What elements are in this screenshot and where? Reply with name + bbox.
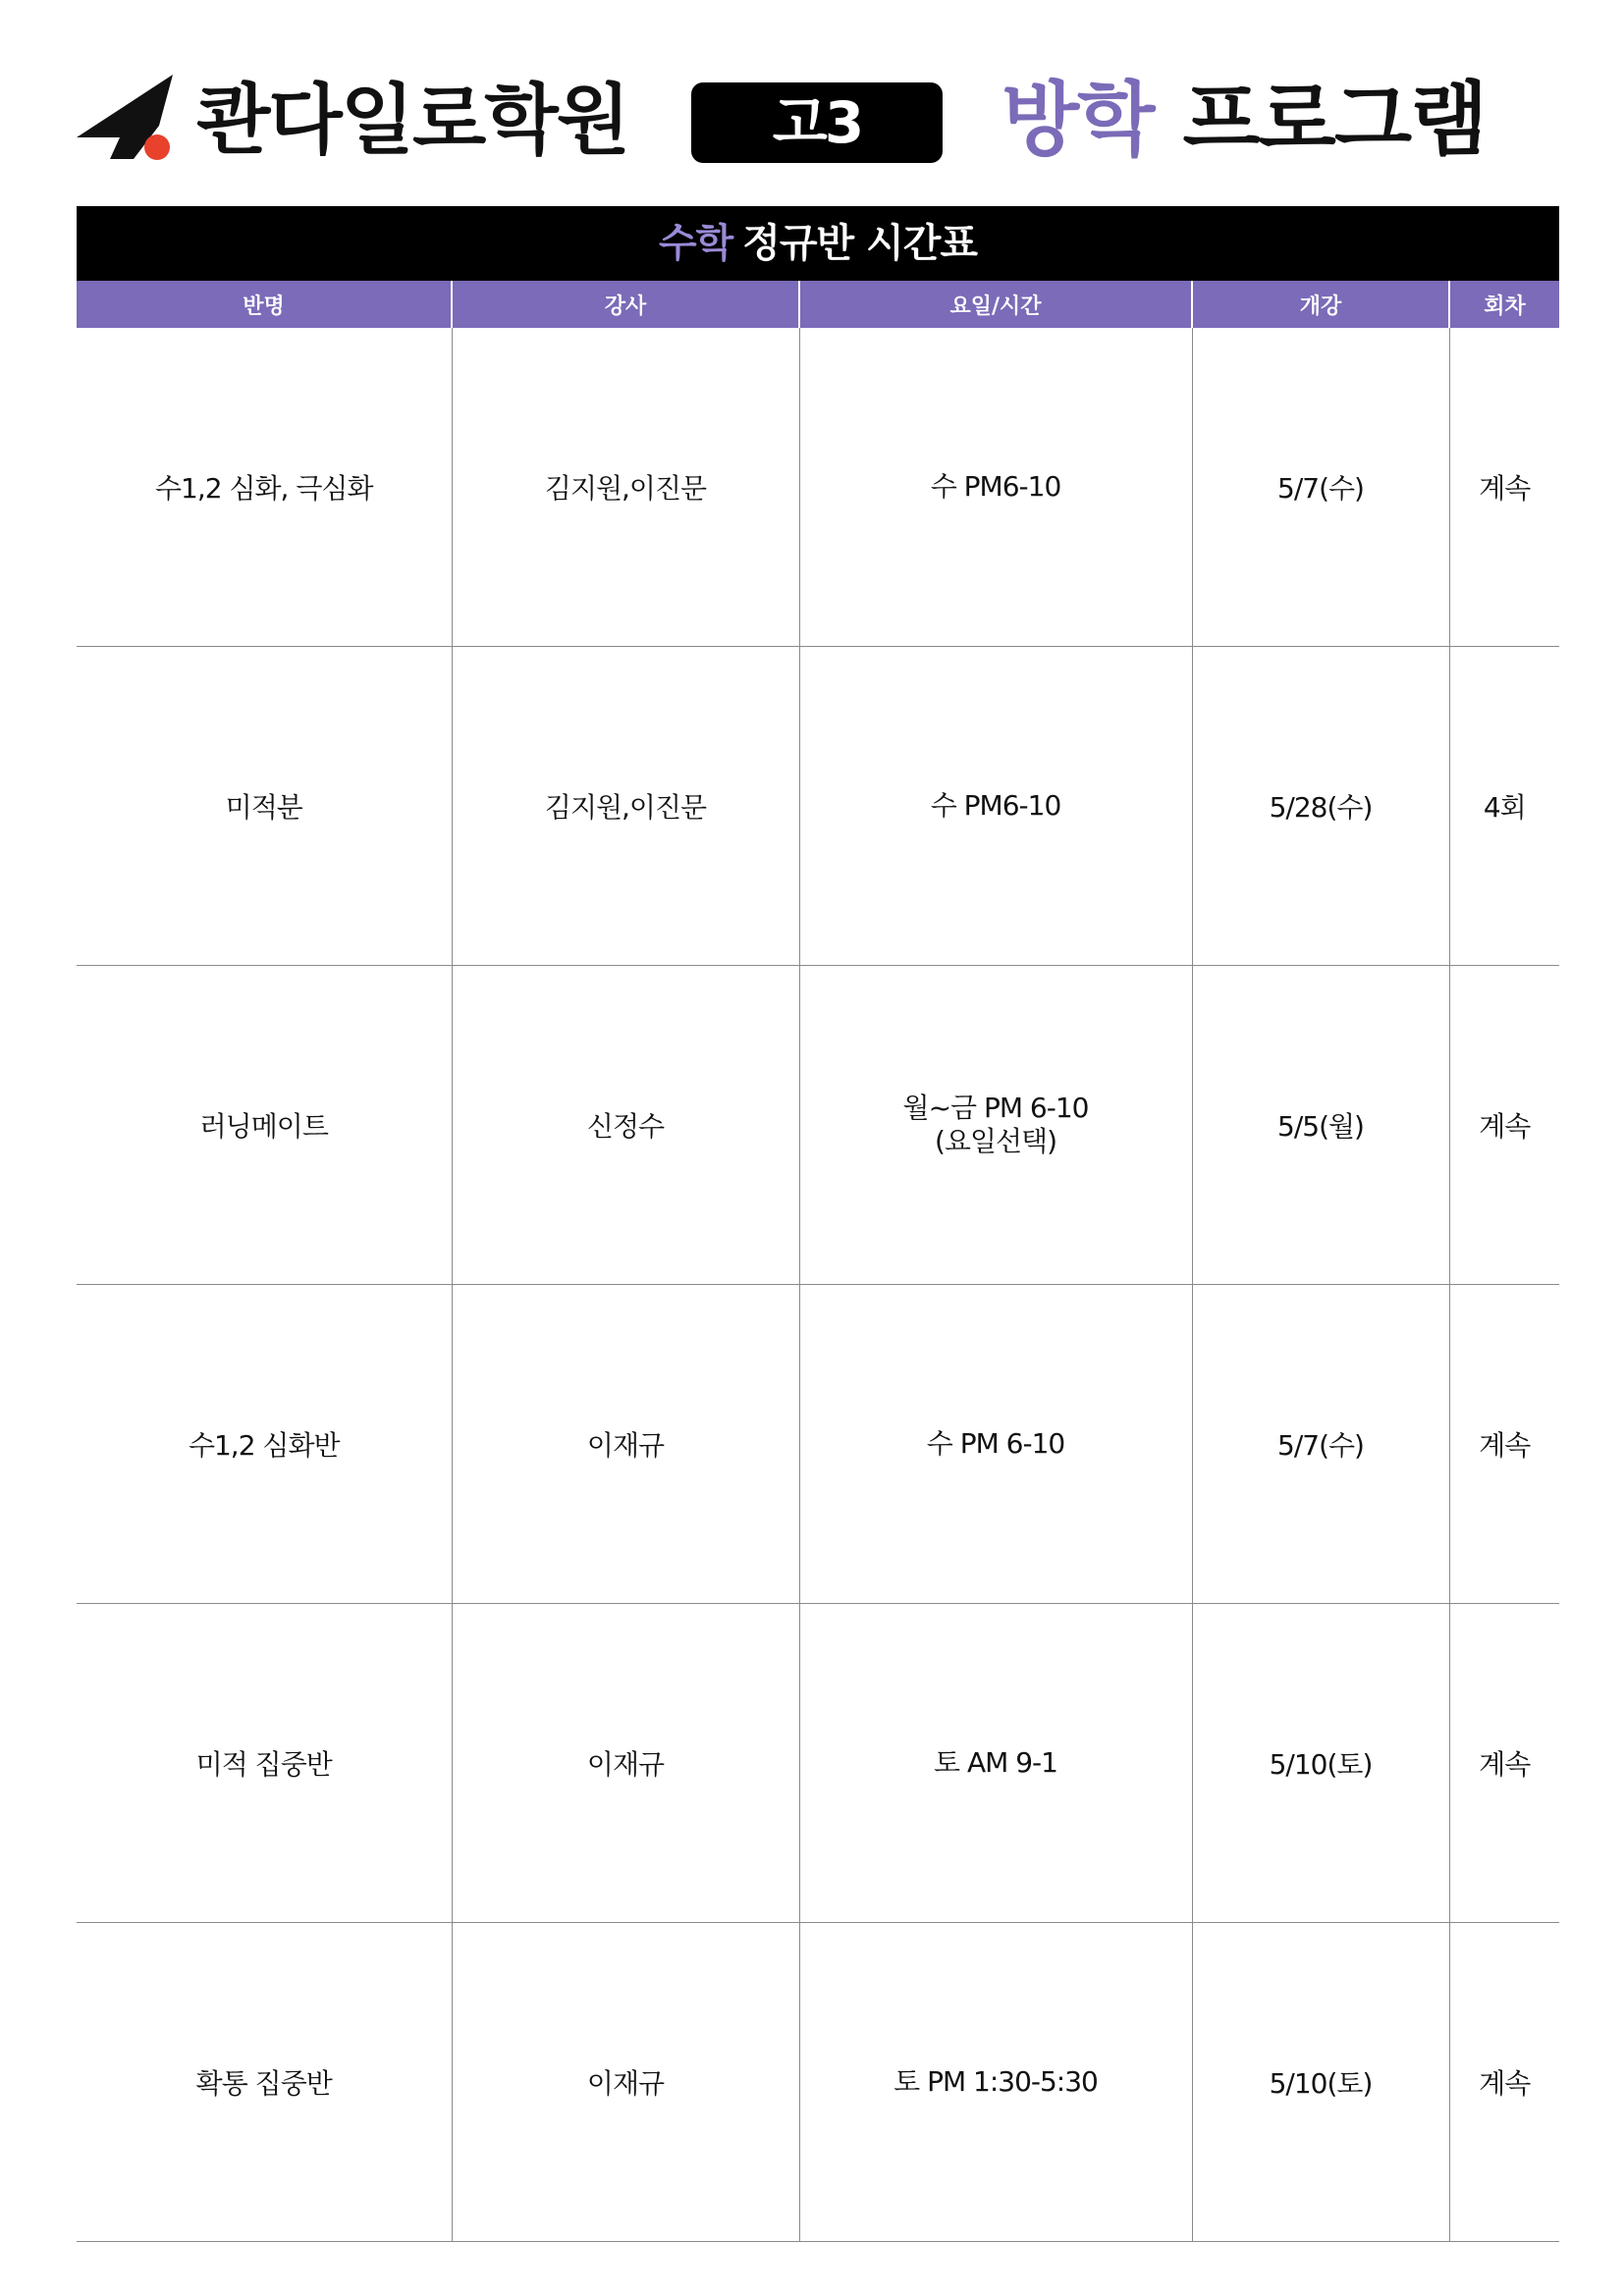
schedule-cell [799, 1285, 1192, 1604]
program-title-rest: 프로그램 [1182, 74, 1487, 167]
logo-icon [77, 75, 175, 163]
table-row [77, 1285, 1559, 1604]
schedule-line: 토 PM 1:30-5:30 [893, 2065, 1098, 2098]
start-date-cell: 5/28(수) [1192, 647, 1449, 966]
schedule-cell [799, 647, 1192, 966]
class-name-cell: 미적분 [77, 647, 452, 966]
timetable [77, 206, 1559, 2242]
sessions-cell: 계속 [1449, 966, 1559, 1285]
program-title [1001, 74, 1487, 167]
table-row [77, 1923, 1559, 2242]
column-header-class: 반명 [77, 281, 452, 328]
timetable-title [77, 206, 1559, 281]
teacher-cell: 이재규 [452, 1604, 799, 1923]
schedule-cell [799, 1604, 1192, 1923]
sessions-cell: 계속 [1449, 328, 1559, 647]
grade-badge: 고3 [691, 82, 943, 163]
schedule-cell [799, 1923, 1192, 2242]
class-name-cell: 러닝메이트 [77, 966, 452, 1285]
column-header-sessions: 회차 [1449, 281, 1559, 328]
schedule-line: 수 PM6-10 [930, 789, 1061, 822]
schedule-note: (요일선택) [934, 1125, 1057, 1157]
teacher-cell: 이재규 [452, 1285, 799, 1604]
sessions-cell: 4회 [1449, 647, 1559, 966]
class-name-cell: 수1,2 심화반 [77, 1285, 452, 1604]
sessions-cell: 계속 [1449, 1923, 1559, 2242]
brand-name: 콴다일로학원 [196, 77, 629, 165]
sessions-cell: 계속 [1449, 1604, 1559, 1923]
start-date-cell: 5/7(수) [1192, 1285, 1449, 1604]
start-date-cell: 5/10(토) [1192, 1604, 1449, 1923]
schedule-line: 월~금 PM 6-10 [902, 1092, 1089, 1124]
column-header-start: 개강 [1192, 281, 1449, 328]
teacher-cell: 김지원,이진문 [452, 647, 799, 966]
schedule-table [77, 281, 1559, 2242]
table-row [77, 1604, 1559, 1923]
table-row [77, 647, 1559, 966]
table-row [77, 966, 1559, 1285]
class-name-cell: 미적 집중반 [77, 1604, 452, 1923]
schedule-line: 수 PM 6-10 [926, 1427, 1065, 1460]
column-header-teacher: 강사 [452, 281, 799, 328]
schedule-line: 토 AM 9-1 [934, 1746, 1057, 1779]
table-row [77, 328, 1559, 647]
teacher-cell: 신정수 [452, 966, 799, 1285]
schedule-cell [799, 966, 1192, 1285]
sessions-cell: 계속 [1449, 1285, 1559, 1604]
page-header [77, 71, 1559, 179]
teacher-cell: 이재규 [452, 1923, 799, 2242]
table-header-row [77, 281, 1559, 328]
start-date-cell: 5/5(월) [1192, 966, 1449, 1285]
class-name-cell: 확통 집중반 [77, 1923, 452, 2242]
schedule-cell [799, 328, 1192, 647]
schedule-line: 수 PM6-10 [930, 470, 1061, 503]
timetable-title-rest: 정규반 시간표 [742, 221, 978, 266]
start-date-cell: 5/10(토) [1192, 1923, 1449, 2242]
column-header-schedule: 요일/시간 [799, 281, 1192, 328]
start-date-cell: 5/7(수) [1192, 328, 1449, 647]
class-name-cell: 수1,2 심화, 극심화 [77, 328, 452, 647]
teacher-cell: 김지원,이진문 [452, 328, 799, 647]
program-title-accent: 방학 [1001, 74, 1154, 167]
timetable-title-accent: 수학 [658, 221, 733, 266]
